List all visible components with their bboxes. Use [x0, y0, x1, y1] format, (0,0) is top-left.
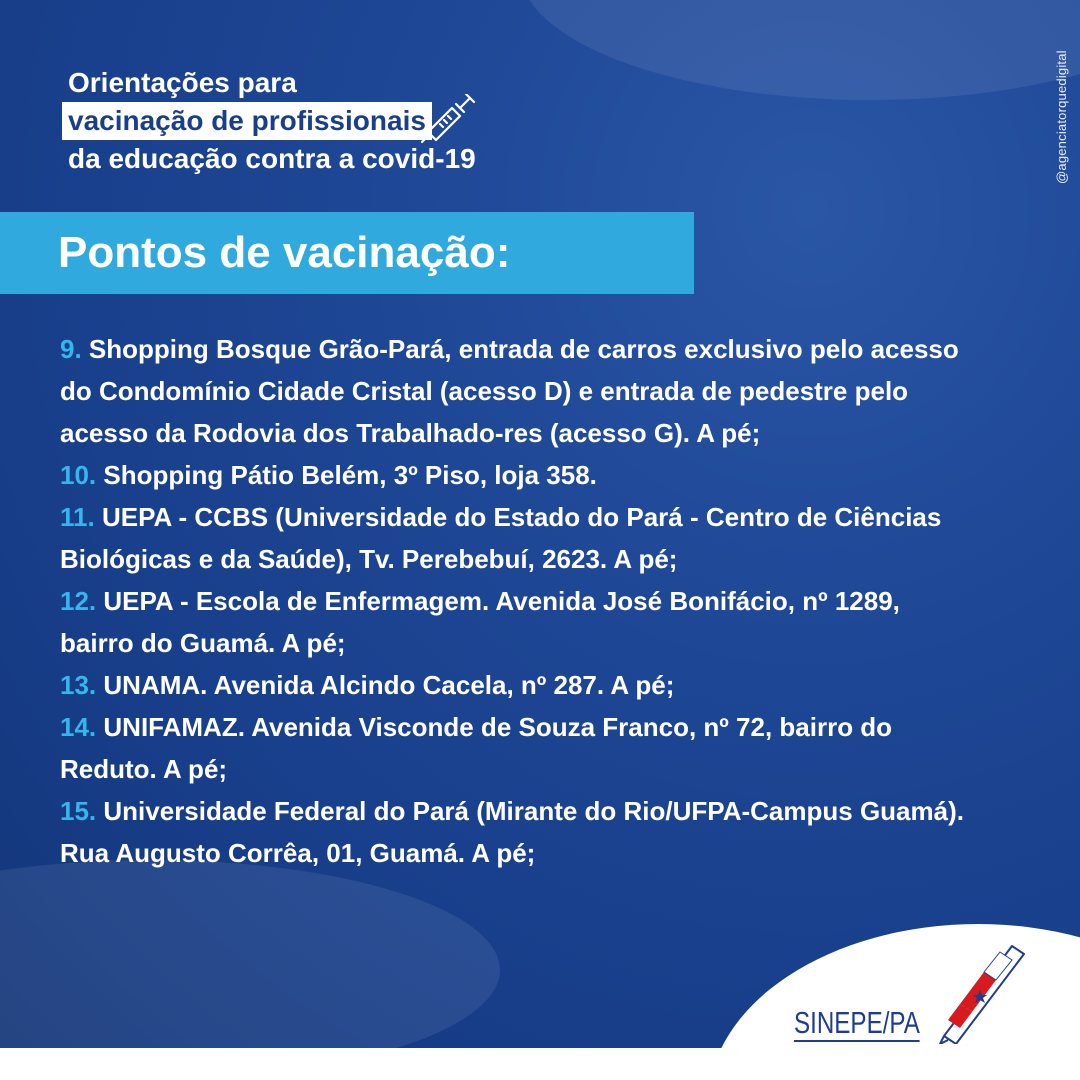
header-line3: da educação contra a covid-19 — [68, 143, 476, 174]
location-number: 9. — [60, 334, 82, 364]
bottom-strip — [0, 1048, 1080, 1080]
header-line1: Orientações para — [68, 67, 297, 98]
location-text: UEPA - CCBS (Universidade do Estado do Pará - Centro de Ciências Biológicas e da Saúde), Tv. Perebebuí, 2623. A pé; — [60, 502, 942, 574]
locations-list — [60, 328, 970, 874]
location-item — [60, 328, 970, 454]
pen-icon — [920, 940, 1030, 1044]
header-line2-highlight: vacinação de profissionais — [62, 102, 432, 140]
location-number: 14. — [60, 712, 97, 742]
sinepe-logo — [780, 940, 1040, 1048]
location-number: 11. — [60, 502, 95, 532]
location-item — [60, 454, 970, 496]
location-item — [60, 496, 970, 580]
location-number: 15. — [60, 796, 97, 826]
location-number: 13. — [60, 670, 97, 700]
location-number: 12. — [60, 586, 97, 616]
location-text: Shopping Pátio Belém, 3º Piso, loja 358. — [103, 460, 597, 490]
location-number: 10. — [60, 460, 97, 490]
watermark: @agenciatorquedigital — [1054, 50, 1069, 184]
section-banner — [0, 212, 694, 294]
location-text: UNIFAMAZ. Avenida Visconde de Souza Franco, nº 72, bairro do Reduto. A pé; — [60, 712, 893, 784]
location-text: Universidade Federal do Pará (Mirante do Rio/UFPA-Campus Guamá). Rua Augusto Corrêa, 01, Guamá. A pé; — [60, 796, 964, 868]
location-item — [60, 664, 970, 706]
section-title: Pontos de vacinação: — [58, 228, 511, 277]
background-swoosh — [520, 0, 1080, 100]
location-text: UEPA - Escola de Enfermagem. Avenida José Bonifácio, nº 1289, bairro do Guamá. A pé; — [60, 586, 900, 658]
location-text: UNAMA. Avenida Alcindo Cacela, nº 287. A pé; — [103, 670, 675, 700]
location-item — [60, 790, 970, 874]
location-item — [60, 580, 970, 664]
background-swoosh — [0, 860, 500, 1048]
location-item — [60, 706, 970, 790]
header — [68, 64, 476, 178]
syringe-icon — [418, 94, 478, 146]
logo-text: SINEPE/PA — [794, 1005, 920, 1040]
location-text: Shopping Bosque Grão-Pará, entrada de carros exclusivo pelo acesso do Condomínio Cidade Cristal (acesso D) e entrada de pedestre pelo acesso da Rodovia dos Trabalhado-res (acesso G). A pé; — [60, 334, 959, 448]
